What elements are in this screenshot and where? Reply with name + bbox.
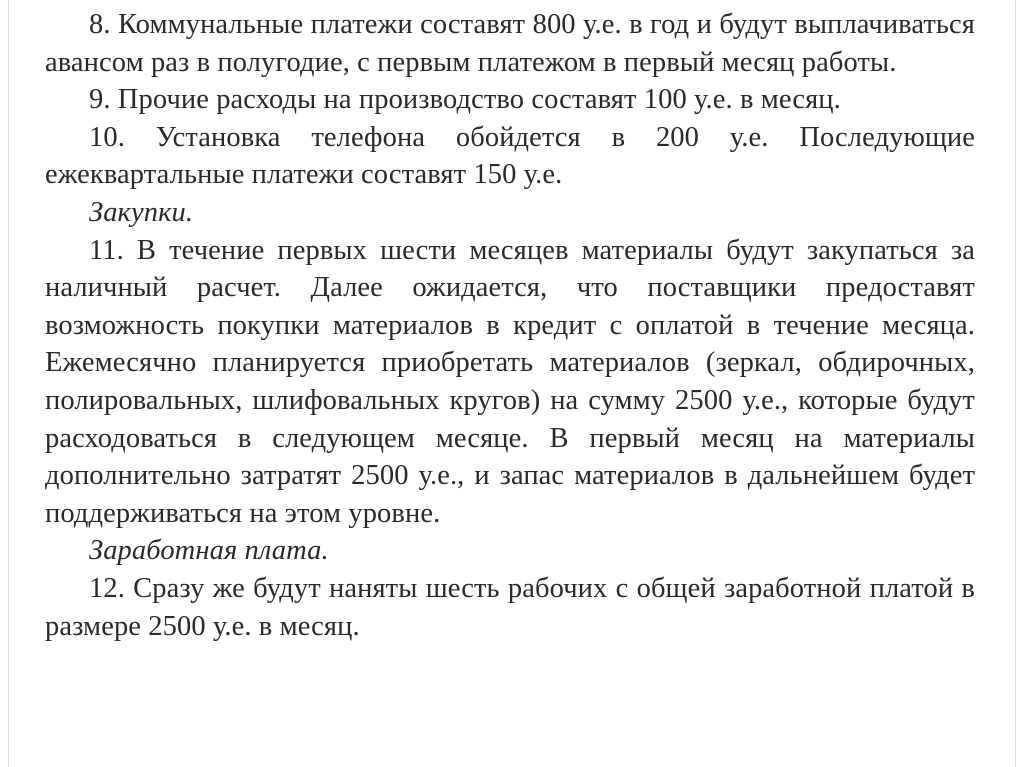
paragraph-10-telephone: 10. Установка телефона обойдется в 200 у.е. Последующие ежеквартальные платежи составят 150 у.е.	[45, 121, 975, 191]
heading-purchases: Закупки.	[89, 196, 194, 228]
heading-wages: Заработная плата.	[89, 535, 329, 567]
page-right-border	[1015, 0, 1016, 767]
paragraph-12-workers: 12. Сразу же будут наняты шесть рабочих с общей заработной платой в размере 2500 у.е. в месяц.	[45, 572, 975, 642]
paragraph-11-materials: 11. В течение первых шести месяцев материалы будут закупаться за наличный расчет. Далее ожидается, что поставщики предоставят возможность покупки материалов в кредит с оплатой в течение месяца. Ежемесячно планируется приобретать материалов (зеркал, обдирочных, полировальных, шлифовальных кругов) на сумму 2500 у.е., которые будут расходоваться в следующем месяце. В первый месяц на материалы дополнительно затратят 2500 у.е., и запас материалов в дальнейшем будет поддерживаться на этом уровне.	[45, 234, 975, 529]
page-left-border	[8, 0, 9, 767]
paragraph-9-other-expenses: 9. Прочие расходы на производство составят 100 у.е. в месяц.	[89, 84, 841, 116]
document-page	[45, 6, 975, 645]
paragraph-8-utilities: 8. Коммунальные платежи составят 800 у.е. в год и будут выплачиваться авансом раз в полугодие, с первым платежом в первый месяц работы.	[45, 9, 975, 78]
